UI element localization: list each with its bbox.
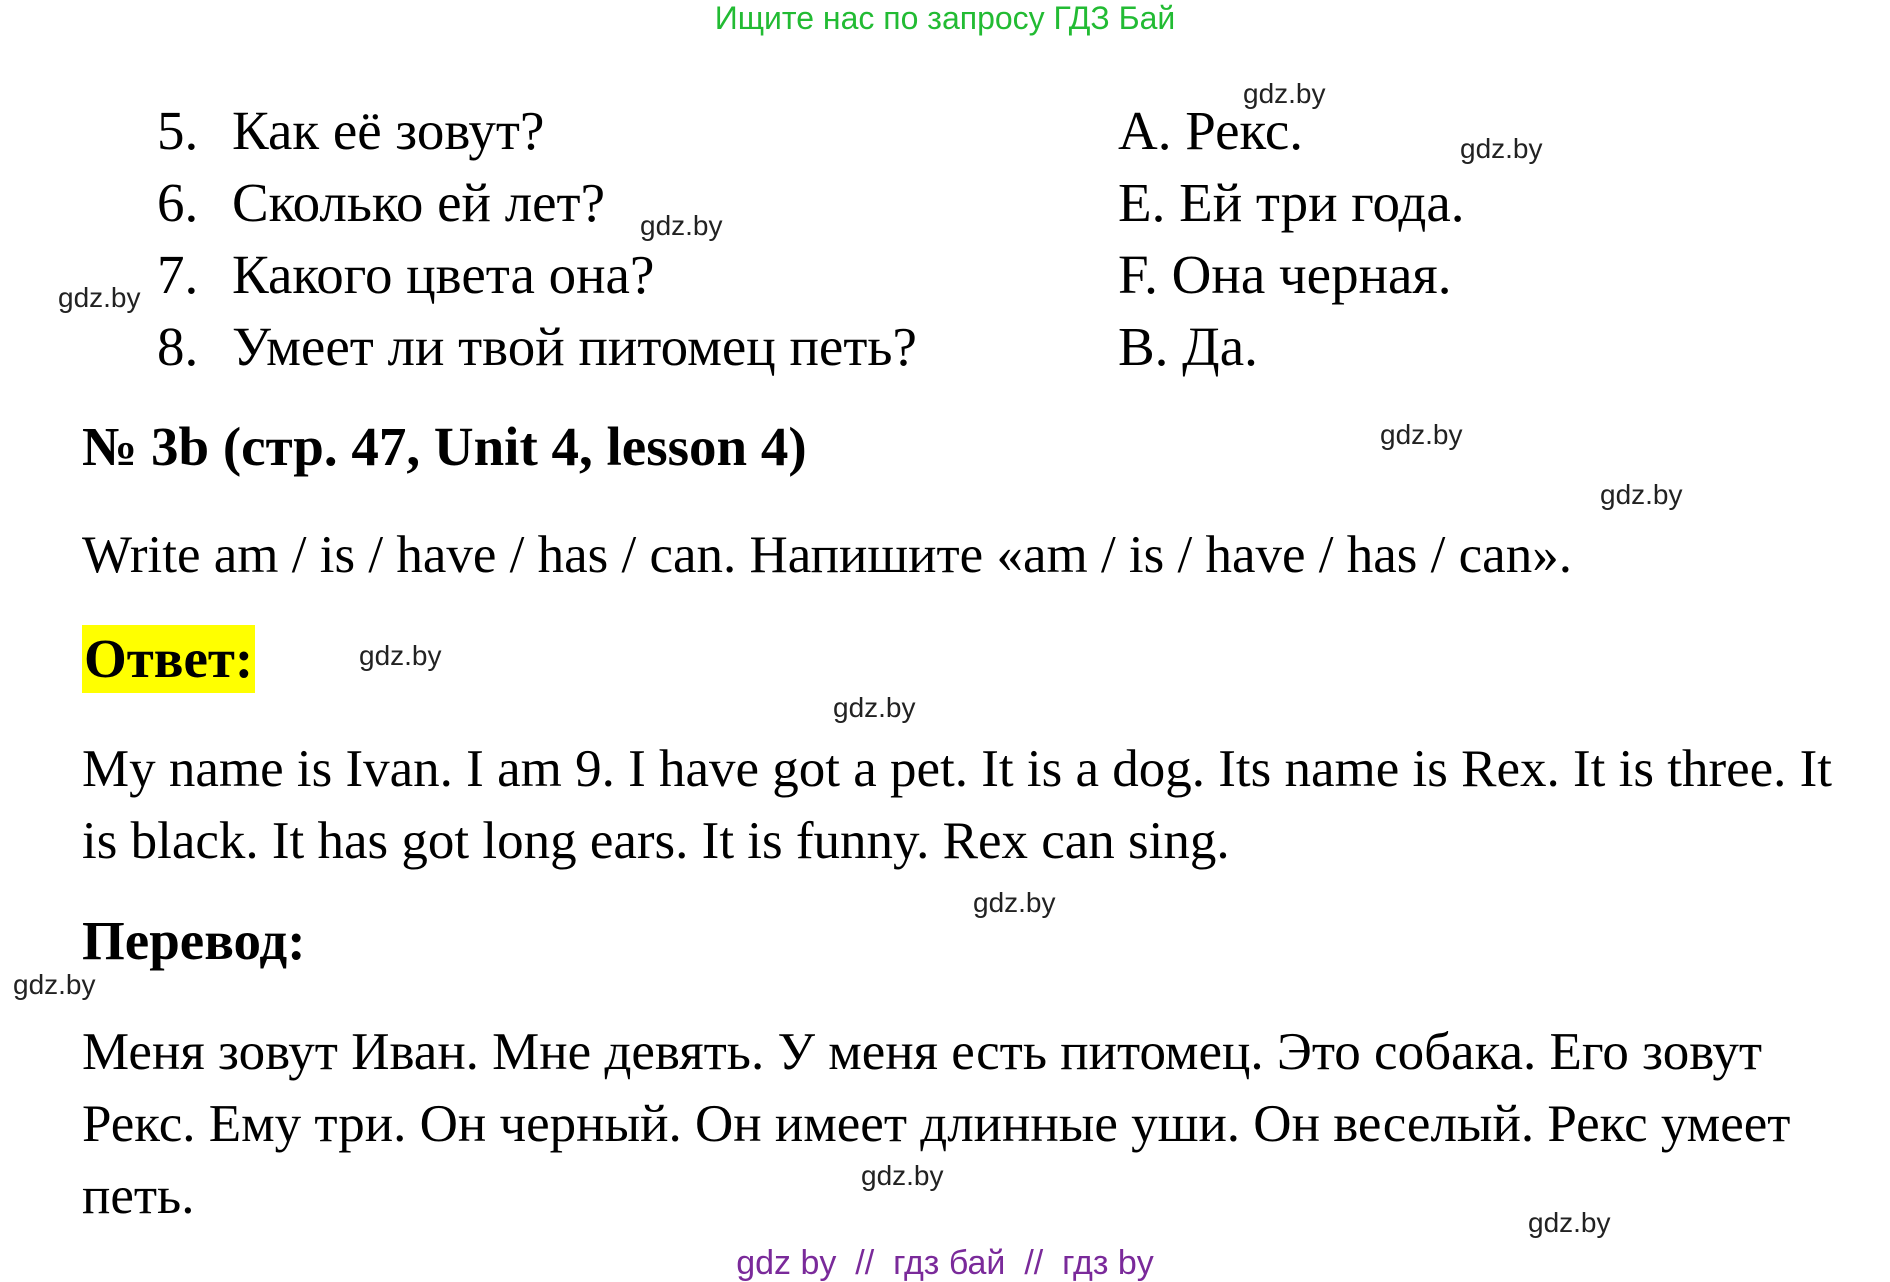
answer-text: My name is Ivan. I am 9. I have got a pet. It is a dog. Its name is Rex. It is three. It is black. It has got long ears. It is funny. Rex can sing. bbox=[82, 740, 1833, 870]
answer-option: F. Она черная. bbox=[1118, 244, 1452, 305]
answer-option: A. Рекс. bbox=[1118, 100, 1304, 161]
question-text: Как её зовут? bbox=[232, 100, 545, 161]
exercise-heading: № 3b (стр. 47, Unit 4, lesson 4) bbox=[82, 416, 807, 477]
matching-row bbox=[0, 244, 1890, 306]
watermark: gdz.by bbox=[833, 692, 916, 723]
watermark: gdz.by bbox=[1460, 133, 1543, 164]
matching-row bbox=[0, 100, 1890, 162]
watermark: gdz.by bbox=[13, 969, 96, 1000]
footer-links: gdz by // гдз бай // гдз by bbox=[736, 1244, 1154, 1282]
question-text: Умеет ли твой питомец петь? bbox=[232, 316, 917, 377]
watermark: gdz.by bbox=[1528, 1207, 1611, 1238]
watermark: gdz.by bbox=[973, 887, 1056, 918]
matching-row bbox=[0, 172, 1890, 234]
exercise-instruction: Write am / is / have / has / can. Напишите «am / is / have / has / can». bbox=[82, 526, 1572, 584]
answer-option: E. Ей три года. bbox=[1118, 172, 1465, 233]
translation-label: Перевод: bbox=[82, 910, 306, 971]
answer-option: B. Да. bbox=[1118, 316, 1258, 377]
watermark: gdz.by bbox=[1380, 419, 1463, 450]
question-number: 7. bbox=[157, 244, 199, 305]
question-number: 6. bbox=[157, 172, 199, 233]
watermark: gdz.by bbox=[640, 210, 723, 241]
question-text: Сколько ей лет? bbox=[232, 172, 605, 233]
question-number: 8. bbox=[157, 316, 199, 377]
question-number: 5. bbox=[157, 100, 199, 161]
watermark: gdz.by bbox=[1243, 78, 1326, 109]
translation-text: Меня зовут Иван. Мне девять. У меня есть питомец. Это собака. Его зовут Рекс. Ему три. Он черный. Он имеет длинные уши. Он веселый. Рекс умеет петь. bbox=[82, 1023, 1791, 1225]
matching-row bbox=[0, 316, 1890, 378]
watermark: gdz.by bbox=[861, 1160, 944, 1191]
watermark: gdz.by bbox=[1600, 479, 1683, 510]
top-banner: Ищите нас по запросу ГДЗ Бай bbox=[714, 0, 1176, 36]
watermark: gdz.by bbox=[58, 282, 141, 313]
watermark: gdz.by bbox=[359, 640, 442, 671]
answer-label: Ответ: bbox=[82, 625, 255, 693]
question-text: Какого цвета она? bbox=[232, 244, 655, 305]
